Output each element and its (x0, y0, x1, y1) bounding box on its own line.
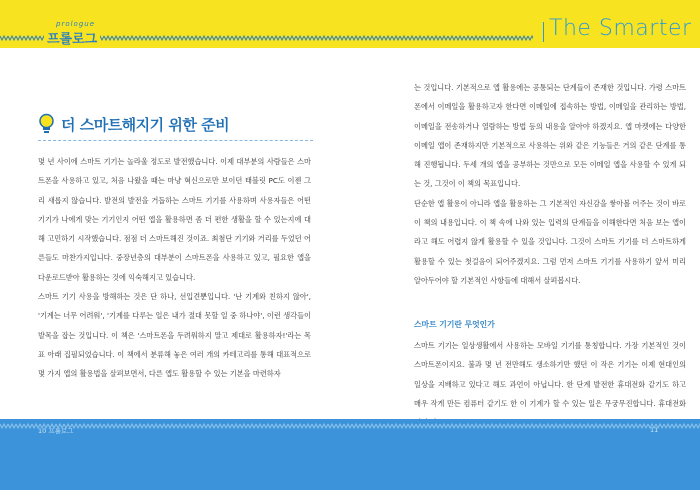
footer-page-left: 10 프롤로그 (38, 427, 74, 435)
heading-divider (38, 140, 313, 142)
right-column-top (414, 78, 686, 290)
chapter-title: 프롤로그 (44, 28, 100, 47)
right-paragraph: 스마트 기기는 일상생활에서 사용하는 모바일 기기를 통칭합니다. 가장 기본적인 것이 스마트폰이지요. 불과 몇 년 전만해도 생소하기만 했던 이 작은 기기는 이제 현대인의 일상을 지배하고 있다고 해도 과언이 아닙니다. 한 단계 발전한 휴대전화 같기도 하고 매우 작게 만든 컴퓨터 같기도 한 이 기계가 할 수 있는 일은 무궁무진합니다. 휴대전화 (414, 341, 686, 408)
subheading: 스마트 기기란 무엇인가 (414, 320, 495, 329)
left-column (38, 152, 311, 384)
footer-zigzag-border (0, 421, 700, 431)
section-heading (38, 112, 229, 136)
right-paragraph: 단순한 앱 활용이 아니라 앱을 활용하는 그 기본적인 자신감을 쌓아볼 어주는 것이 바로 이 책의 내용입니다. 이 책 속에 나와 있는 입력의 단계들을 이해한다면 처음 보는 앱이라고 해도 어렵지 않게 활용할 수 있을 것입니다. 그것이 스마트 기기를 더 스마트하게 활용할 수 있는 첫걸음이 되어주겠지요. 그럼 먼저 스마트 기기를 사용하기 앞서 미리 알아두어야 할 기본적인 사항들에 대해서 살펴봅시다. (414, 198, 686, 285)
footer-page-right: 11 (650, 426, 659, 434)
lightbulb-icon (38, 113, 55, 135)
left-paragraph: 몇 년 사이에 스마트 기기는 놀라울 정도로 발전했습니다. 이제 대부분의 사람들은 스마트폰을 사용하고 있고, 처음 나왔을 때는 마냥 혁신으로만 보이던 태블릿 PC도 이젠 그리 새롭지 않습니다. 발전의 발전을 거듭하는 스마트 기기를 사용하며 사용자들은 어떤 기기가 나에게 맞는 기기인지 어떤 앱을 활용하면 좀 더 편한 생활을 할 수 있는지에 대해 고민하기 시작했습니다. 점점 더 스마트해진 것이죠. 최첨단 기기와 거리를 두었던 어른들도 마찬가지입니다. 중장년층의 대부분이 스마트폰을 사용하고 있고, 필요한 앱을 다운로드받아 활용하는 것에 익숙해지고 있습니다. (38, 157, 311, 282)
brand-title: The Smarter (549, 16, 692, 41)
footer-band (0, 419, 700, 490)
section-title: 더 스마트해지기 위한 준비 (61, 115, 230, 134)
left-paragraph: 스마트 기기 사용을 방해하는 것은 단 하나, 선입견뿐입니다. '난 기계와 친하지 않아', '기계는 너무 어려워', '기계를 다루는 일은 내가 절대 못할 일 중 하나야', 이런 생각들이 발목을 잡는 것입니다. 이 책은 '스마트폰을 두려워하지 말고 제대로 활용하자!'라는 목표 아래 집필되었습니다. 이 책에서 분류해 놓은 여러 개의 카테고리를 통해 대표적으로 몇 가지 앱의 활용법을 살펴보면서, 다른 앱도 활용할 수 있는 기본을 마련하자 (38, 292, 311, 379)
right-paragraph: 는 것입니다. 기본적으로 앱 활용에는 공통되는 단계들이 존재한 것입니다. 가령 스마트폰에서 이메일을 활용하고자 한다면 이메일에 접속하는 방법, 이메일을 관리하는 방법, 이메일을 전송하거나 열람하는 방법 등의 내용을 알아야 하겠지요. 앱 마켓에는 다양한 이메일 앱이 존재하지만 기본적으로 사용하는 위와 같은 기능들은 거의 같은 단계를 통해 진행됩니다. 두세 개의 앱을 공부하는 것만으로 모든 이메일 앱을 사용할 수 있게 되는 것, 그것이 이 책의 목표입니다. (414, 83, 686, 189)
chapter-label-small: prologue (56, 20, 96, 28)
right-column-bottom (414, 336, 686, 432)
